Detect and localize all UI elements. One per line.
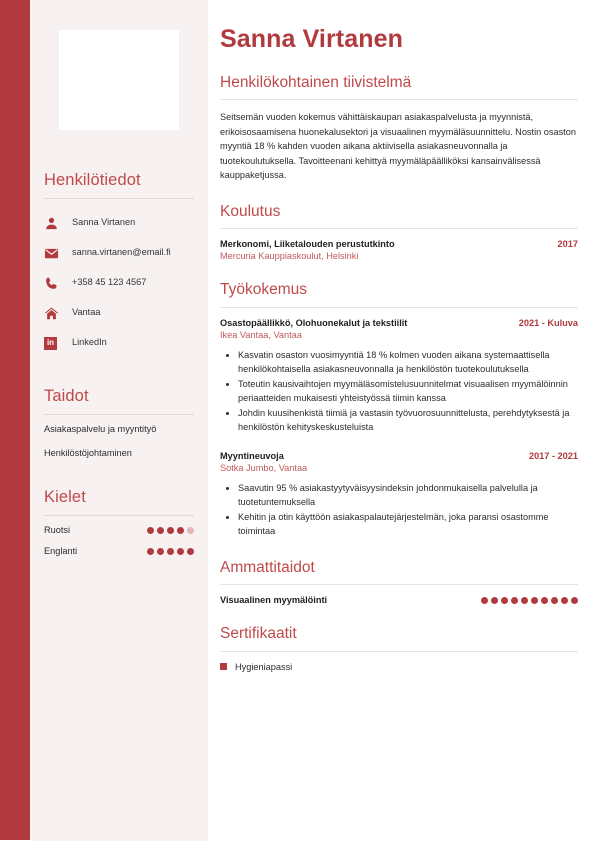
contact-row-location bbox=[44, 298, 194, 328]
professional-skill-level-dots bbox=[481, 597, 578, 604]
level-dot-filled bbox=[501, 597, 508, 604]
skill-item: Henkilöstöjohtaminen bbox=[44, 447, 132, 458]
bullet-item: • Johdin kuusihenkistä tiimiä ja vastasin työvuorosuunnittelusta, perehdytyksestä ja henkilöstön kehityskeskusteluista bbox=[238, 407, 578, 435]
entry-bullet-list bbox=[220, 482, 578, 539]
person-icon bbox=[44, 216, 64, 231]
section-experience bbox=[220, 281, 578, 538]
entry-date: 2017 bbox=[557, 239, 578, 250]
language-level-dots bbox=[147, 548, 194, 555]
divider bbox=[44, 414, 194, 415]
level-dot-filled bbox=[481, 597, 488, 604]
language-name: Ruotsi bbox=[44, 525, 71, 535]
section-heading-education: Koulutus bbox=[220, 202, 281, 220]
level-dot-filled bbox=[531, 597, 538, 604]
skill-item: Asiakaspalvelu ja myyntityö bbox=[44, 424, 157, 434]
sidebar-section-languages bbox=[44, 485, 194, 556]
contact-row-email[interactable] bbox=[44, 238, 194, 268]
entry-bullet-list bbox=[220, 349, 578, 435]
envelope-icon bbox=[44, 246, 64, 261]
contact-value-name: Sanna Virtanen bbox=[72, 217, 136, 228]
level-dot-filled bbox=[177, 548, 184, 555]
contact-value-location: Vantaa bbox=[72, 307, 101, 318]
professional-skill-name: Visuaalinen myymälöinti bbox=[220, 595, 328, 606]
section-certificates bbox=[220, 625, 578, 672]
spacer bbox=[220, 437, 578, 451]
level-dot-filled bbox=[187, 548, 194, 555]
sidebar bbox=[30, 0, 208, 841]
section-heading-experience: Työkokemus bbox=[220, 281, 308, 299]
bullet-item: • Kehitin ja otin käyttöön asiakaspalautejärjestelmän, joka paransi osastomme toimintaa bbox=[238, 511, 578, 539]
divider bbox=[220, 307, 578, 308]
entry-title: Myyntineuvoja bbox=[220, 450, 284, 461]
divider bbox=[220, 99, 578, 100]
sidebar-section-skills bbox=[44, 384, 194, 459]
bullet-item: • Kasvatin osaston vuosimyyntiä 18 % kolmen vuoden aikana systemaattisella henkilökohtaisella asiakasneuvonnalla ja henkilöstön tuotekoulutuksella bbox=[238, 349, 578, 377]
entry-subtitle: Mercuria Kauppiaskoulut, Helsinki bbox=[220, 251, 359, 262]
divider bbox=[220, 584, 578, 585]
divider bbox=[220, 228, 578, 229]
profile-photo-placeholder bbox=[59, 30, 179, 130]
education-entry bbox=[220, 239, 578, 261]
entry-date: 2017 - 2021 bbox=[528, 450, 578, 461]
entry-header bbox=[220, 239, 578, 249]
sidebar-heading-languages: Kielet bbox=[44, 488, 86, 506]
experience-entry bbox=[220, 318, 578, 435]
professional-skill-row bbox=[220, 595, 578, 605]
section-heading-summary: Henkilökohtainen tiivistelmä bbox=[220, 73, 412, 91]
section-heading-professional-skills: Ammattitaidot bbox=[220, 558, 315, 576]
divider bbox=[44, 515, 194, 516]
level-dot-filled bbox=[157, 527, 164, 534]
level-dot-filled bbox=[571, 597, 578, 604]
contact-row-phone[interactable] bbox=[44, 268, 194, 298]
entry-subtitle: Sotka Jumbo, Vantaa bbox=[220, 462, 308, 473]
contact-value-linkedin: LinkedIn bbox=[72, 337, 107, 348]
language-name: Englanti bbox=[44, 546, 78, 556]
entry-header bbox=[220, 318, 578, 328]
level-dot-filled bbox=[177, 527, 184, 534]
section-education bbox=[220, 203, 578, 262]
entry-header bbox=[220, 451, 578, 461]
contact-row-name bbox=[44, 208, 194, 238]
level-dot-filled bbox=[561, 597, 568, 604]
page-title: Sanna Virtanen bbox=[220, 25, 403, 53]
sidebar-heading-personal: Henkilötiedot bbox=[44, 171, 141, 189]
section-heading-certificates: Sertifikaatit bbox=[220, 625, 297, 643]
divider bbox=[44, 198, 194, 199]
level-dot-filled bbox=[491, 597, 498, 604]
bullet-item: • Saavutin 95 % asiakastyytyväisyysindeksin johdonmukaisella palvelulla ja tuotetuntemuksella bbox=[238, 482, 578, 510]
contact-value-phone: +358 45 123 4567 bbox=[72, 277, 147, 288]
level-dot-filled bbox=[511, 597, 518, 604]
entry-date: 2021 - Kuluva bbox=[518, 317, 578, 328]
level-dot-filled bbox=[551, 597, 558, 604]
level-dot-filled bbox=[541, 597, 548, 604]
certificate-row bbox=[220, 662, 578, 672]
entry-title: Merkonomi, Liiketalouden perustutkinto bbox=[220, 239, 395, 250]
level-dot-filled bbox=[157, 548, 164, 555]
main-column bbox=[208, 0, 600, 848]
phone-icon bbox=[44, 276, 64, 291]
level-dot-filled bbox=[147, 527, 154, 534]
linkedin-icon bbox=[44, 337, 64, 350]
summary-text: Seitsemän vuoden kokemus vähittäiskaupan asiakaspalvelusta ja myynnistä, erikoisosaamisena huonekalusektori ja visuaalinen myymäläsuunnittelu. Nostin osaston myyntiä 18 % kahden vuoden aikana aktiivisella asiakasneuvonnalla ja tuotekoulutuksella. Tavoitteenani kehittyä myymäläpäälliköksi kansainvälisessä kauppaketjussa. bbox=[220, 112, 576, 181]
sidebar-section-personal bbox=[44, 168, 194, 358]
level-dot-filled bbox=[521, 597, 528, 604]
contact-row-linkedin[interactable] bbox=[44, 328, 194, 358]
linkedin-badge-text: in bbox=[44, 337, 57, 350]
entry-subtitle: Ikea Vantaa, Vantaa bbox=[220, 329, 302, 340]
language-row bbox=[44, 525, 194, 535]
level-dot-empty bbox=[187, 527, 194, 534]
contact-value-email: sanna.virtanen@email.fi bbox=[72, 247, 171, 258]
language-level-dots bbox=[147, 527, 194, 534]
bullet-item: • Toteutin kausivaihtojen myymäläsomistelusuunnitelmat visuaalisen myymälöinnin periaatteiden mukaisesti yhteistyössä tiimin kanssa bbox=[238, 378, 578, 406]
home-icon bbox=[44, 306, 64, 321]
experience-entry bbox=[220, 451, 578, 539]
entry-title: Osastopäällikkö, Olohuonekalut ja tekstiilit bbox=[220, 317, 408, 328]
sidebar-heading-skills: Taidot bbox=[44, 387, 89, 405]
language-row bbox=[44, 546, 194, 556]
level-dot-filled bbox=[147, 548, 154, 555]
certificate-name: Hygieniapassi bbox=[235, 661, 293, 672]
level-dot-filled bbox=[167, 548, 174, 555]
divider bbox=[220, 651, 578, 652]
square-bullet-icon bbox=[220, 663, 227, 670]
left-accent-bar bbox=[0, 0, 30, 840]
level-dot-filled bbox=[167, 527, 174, 534]
section-summary bbox=[220, 74, 578, 183]
section-professional-skills bbox=[220, 559, 578, 606]
